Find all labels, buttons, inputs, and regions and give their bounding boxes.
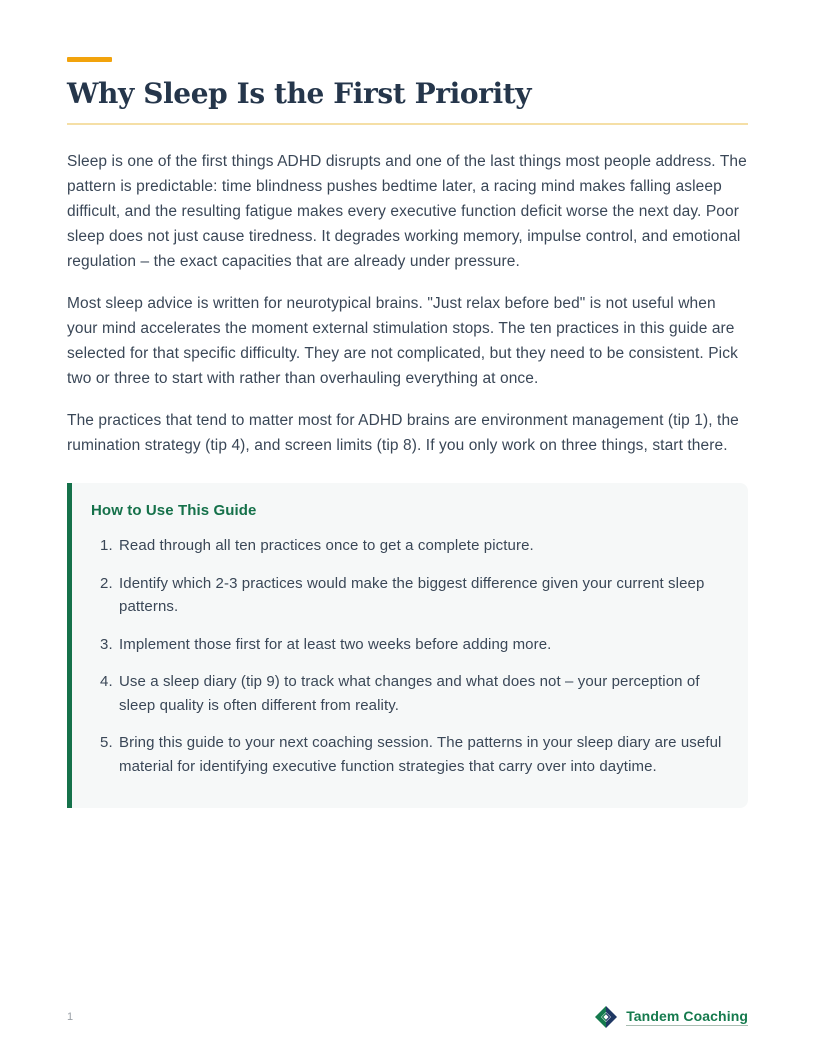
list-item: 2. Identify which 2-3 practices would make the biggest difference given your current sleep patterns. xyxy=(117,572,722,619)
accent-bar xyxy=(67,57,112,62)
paragraph-2: Most sleep advice is written for neurotypical brains. "Just relax before bed" is not useful when your mind accelerates the moment external stimulation stops. The ten practices in this guide are selected for that specific difficulty. They are not complicated, but they need to be consistent. Pick two or three to start with rather than overhauling everything at once. xyxy=(67,295,738,387)
list-item: 1. Read through all ten practices once to get a complete picture. xyxy=(117,534,722,558)
list-item: 3. Implement those first for at least two weeks before adding more. xyxy=(117,633,722,657)
page-footer xyxy=(67,1002,748,1032)
tandem-diamond-logo-icon xyxy=(594,1005,618,1029)
page-content xyxy=(67,0,748,808)
paragraph-3: The practices that tend to matter most for ADHD brains are environment management (tip 1), the rumination strategy (tip 4), and screen limits (tip 8). If you only work on three things, start there. xyxy=(67,412,739,454)
page-number: 1 xyxy=(67,1011,74,1023)
article-body xyxy=(67,149,748,458)
list-item: 4. Use a sleep diary (tip 9) to track what changes and what does not – your perception of sleep quality is often different from reality. xyxy=(117,670,722,717)
list-item: 5. Bring this guide to your next coaching session. The patterns in your sleep diary are useful material for identifying executive function strategies that carry over into daytime. xyxy=(117,731,722,778)
callout-numbered-list xyxy=(91,534,722,778)
title-divider xyxy=(67,123,748,125)
callout-title: How to Use This Guide xyxy=(91,502,257,519)
page-title: Why Sleep Is the First Priority xyxy=(67,77,532,110)
brand-lockup xyxy=(594,1005,748,1029)
brand-name: Tandem Coaching xyxy=(626,1008,748,1024)
paragraph-1: Sleep is one of the first things ADHD disrupts and one of the last things most people address. The pattern is predictable: time blindness pushes bedtime later, a racing mind makes falling asleep difficult, and the resulting fatigue makes every executive function deficit worse the next day. Poor sleep does not just cause tiredness. It degrades working memory, impulse control, and emotional regulation – the exact capacities that are already under pressure. xyxy=(67,153,747,270)
how-to-use-callout xyxy=(67,483,748,808)
